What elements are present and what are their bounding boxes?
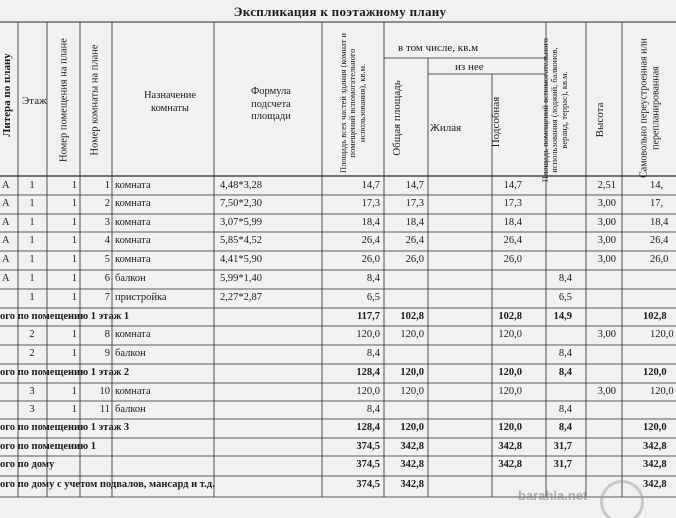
cell-podsob: 120,0 [498, 422, 522, 433]
cell-litera: A [2, 273, 10, 284]
header-etazh: Этаж [22, 95, 47, 107]
cell-naznach: балкон [115, 404, 146, 415]
cell-naznach: балкон [115, 273, 146, 284]
cell-litera: A [2, 217, 10, 228]
cell-samovol: 120,0 [643, 422, 667, 433]
cell-obsh: 26,0 [405, 254, 424, 265]
header-formula: Формула подсчета площади [251, 86, 291, 123]
header-zhil: Жилая [430, 122, 462, 134]
cell-podsob: 342,8 [498, 441, 522, 452]
cell-pl-vseh: 17,3 [361, 198, 380, 209]
cell-nom-kom: 5 [104, 254, 110, 265]
cell-obsh: 342,8 [400, 441, 424, 452]
cell-etazh: 3 [29, 404, 35, 415]
cell-etazh: 1 [29, 217, 35, 228]
cell-samovol: 14, [650, 180, 664, 191]
cell-nom-pom: 1 [71, 386, 77, 397]
cell-formula: 7,50*2,30 [220, 198, 262, 209]
cell-vysota: 3,00 [597, 217, 616, 228]
cell-obsh: 120,0 [400, 329, 424, 340]
cell-etazh: 2 [29, 348, 35, 359]
cell-samovol: 17, [650, 198, 664, 209]
cell-samovol: 120,0 [650, 386, 674, 397]
cell-naznach: комната [115, 217, 151, 228]
cell-naznach: комната [115, 198, 151, 209]
cell-pl-vspom: 8,4 [558, 422, 572, 433]
cell-litera: A [2, 180, 10, 191]
cell-samovol: 26,4 [650, 235, 669, 246]
cell-formula: 3,07*5,99 [220, 217, 262, 228]
cell-podsob: 102,8 [498, 311, 522, 322]
cell-pl-vspom: 31,7 [553, 459, 572, 470]
total-label: ого по дому [0, 459, 55, 470]
cell-pl-vspom: 8,4 [558, 367, 572, 378]
cell-obsh: 120,0 [400, 386, 424, 397]
cell-pl-vseh: 8,4 [366, 404, 380, 415]
cell-samovol: 18,4 [650, 217, 669, 228]
cell-litera: A [2, 235, 10, 246]
cell-formula: 4,41*5,90 [220, 254, 262, 265]
cell-pl-vseh: 128,4 [356, 422, 380, 433]
cell-nom-kom: 4 [104, 235, 110, 246]
total-label: ого по дому с учетом подвалов, мансард и т.д. [0, 479, 215, 490]
header-vysota: Высота [594, 102, 607, 138]
header-nom-kom: Номер комнаты на плане [89, 44, 101, 156]
cell-etazh: 3 [29, 386, 35, 397]
cell-samovol: 120,0 [650, 329, 674, 340]
cell-nom-pom: 1 [71, 292, 77, 303]
cell-pl-vseh: 18,4 [361, 217, 380, 228]
cell-formula: 5,85*4,52 [220, 235, 262, 246]
cell-litera: A [2, 254, 10, 265]
cell-pl-vseh: 26,0 [361, 254, 380, 265]
cell-podsob: 18,4 [503, 217, 522, 228]
cell-podsob: 14,7 [503, 180, 522, 191]
cell-naznach: комната [115, 329, 151, 340]
total-label: ого по помещению 1 этаж 2 [0, 367, 130, 378]
cell-samovol: 342,8 [643, 441, 667, 452]
cell-nom-pom: 1 [71, 235, 77, 246]
cell-pl-vseh: 8,4 [366, 348, 380, 359]
cell-obsh: 26,4 [405, 235, 424, 246]
header-v-tom: в том числе, кв.м [398, 42, 479, 54]
cell-naznach: комната [115, 386, 151, 397]
cell-nom-kom: 8 [104, 329, 110, 340]
watermark-text: barahla.net [518, 488, 588, 503]
cell-obsh: 14,7 [405, 180, 424, 191]
total-label: ого по помещению 1 [0, 441, 96, 452]
cell-obsh: 120,0 [400, 367, 424, 378]
cell-vysota: 2,51 [597, 180, 616, 191]
cell-nom-kom: 2 [104, 198, 110, 209]
cell-pl-vseh: 374,5 [356, 459, 380, 470]
watermark-circle [600, 480, 644, 518]
cell-nom-pom: 1 [71, 273, 77, 284]
cell-etazh: 1 [29, 292, 35, 303]
cell-samovol: 26,0 [650, 254, 669, 265]
cell-nom-kom: 9 [104, 348, 110, 359]
cell-nom-kom: 10 [99, 386, 110, 397]
cell-obsh: 17,3 [405, 198, 424, 209]
cell-formula: 4,48*3,28 [220, 180, 262, 191]
cell-nom-pom: 1 [71, 404, 77, 415]
cell-naznach: комната [115, 180, 151, 191]
cell-obsh: 342,8 [400, 459, 424, 470]
cell-pl-vspom: 8,4 [558, 348, 572, 359]
header-pl-vseh: Площадь всех частей здания (комнат и помещений вспомогательного использования), кв.м. [337, 32, 367, 174]
header-pl-vspom: Площадь помещений вспомогательного использования (лоджий, балконов, веранд, террас), кв.м. [539, 37, 569, 183]
cell-pl-vspom: 6,5 [558, 292, 572, 303]
cell-litera: A [2, 198, 10, 209]
cell-naznach: комната [115, 235, 151, 246]
header-litera: Литера по плану [1, 53, 14, 137]
cell-pl-vseh: 120,0 [356, 329, 380, 340]
cell-naznach: балкон [115, 348, 146, 359]
cell-nom-kom: 3 [104, 217, 110, 228]
cell-pl-vseh: 117,7 [356, 311, 380, 322]
cell-podsob: 342,8 [498, 459, 522, 470]
cell-nom-pom: 1 [71, 254, 77, 265]
cell-vysota: 3,00 [597, 198, 616, 209]
cell-nom-pom: 1 [71, 329, 77, 340]
cell-naznach: комната [115, 254, 151, 265]
cell-pl-vseh: 120,0 [356, 386, 380, 397]
header-naznach: Назначение комнаты [143, 90, 197, 114]
cell-obsh: 18,4 [405, 217, 424, 228]
header-iz-nee: из нее [455, 61, 484, 73]
cell-vysota: 3,00 [597, 235, 616, 246]
cell-podsob: 120,0 [498, 386, 522, 397]
cell-obsh: 102,8 [400, 311, 424, 322]
header-samovol: Самовольно переустроенная или перепланированная [638, 38, 661, 178]
cell-etazh: 1 [29, 254, 35, 265]
cell-samovol: 102,8 [643, 311, 667, 322]
cell-samovol: 120,0 [643, 367, 667, 378]
cell-pl-vspom: 14,9 [553, 311, 572, 322]
cell-formula: 2,27*2,87 [220, 292, 262, 303]
cell-pl-vseh: 128,4 [356, 367, 380, 378]
cell-podsob: 17,3 [503, 198, 522, 209]
cell-etazh: 1 [29, 273, 35, 284]
cell-pl-vseh: 8,4 [366, 273, 380, 284]
cell-pl-vseh: 374,5 [356, 441, 380, 452]
cell-formula: 5,99*1,40 [220, 273, 262, 284]
cell-pl-vseh: 6,5 [366, 292, 380, 303]
document-title: Экспликация к поэтажному плану [233, 4, 447, 19]
header-podsob: Подсобная [490, 96, 503, 148]
total-label: ого по помещению 1 этаж 3 [0, 422, 130, 433]
cell-nom-kom: 11 [99, 404, 110, 415]
cell-vysota: 3,00 [597, 329, 616, 340]
cell-nom-pom: 1 [71, 198, 77, 209]
cell-obsh: 342,8 [400, 479, 424, 490]
cell-pl-vseh: 14,7 [361, 180, 380, 191]
cell-podsob: 26,4 [503, 235, 522, 246]
cell-nom-kom: 1 [104, 180, 110, 191]
cell-samovol: 342,8 [643, 479, 667, 490]
cell-pl-vspom: 31,7 [553, 441, 572, 452]
cell-pl-vspom: 8,4 [558, 404, 572, 415]
cell-pl-vseh: 374,5 [356, 479, 380, 490]
header-obsh: Общая площадь [391, 80, 404, 156]
cell-obsh: 120,0 [400, 422, 424, 433]
cell-etazh: 1 [29, 198, 35, 209]
header-nom-pom: Номер помещения на плане [58, 38, 70, 162]
cell-podsob: 120,0 [498, 367, 522, 378]
cell-podsob: 26,0 [503, 254, 522, 265]
cell-nom-pom: 1 [71, 217, 77, 228]
cell-nom-kom: 7 [104, 292, 110, 303]
cell-etazh: 1 [29, 235, 35, 246]
cell-nom-kom: 6 [104, 273, 110, 284]
cell-vysota: 3,00 [597, 386, 616, 397]
cell-etazh: 2 [29, 329, 35, 340]
cell-vysota: 3,00 [597, 254, 616, 265]
cell-samovol: 342,8 [643, 459, 667, 470]
cell-pl-vseh: 26,4 [361, 235, 380, 246]
cell-naznach: пристройка [115, 292, 167, 303]
cell-podsob: 120,0 [498, 329, 522, 340]
cell-pl-vspom: 8,4 [558, 273, 572, 284]
cell-etazh: 1 [29, 180, 35, 191]
cell-nom-pom: 1 [71, 180, 77, 191]
total-label: ого по помещению 1 этаж 1 [0, 311, 130, 322]
cell-nom-pom: 1 [71, 348, 77, 359]
